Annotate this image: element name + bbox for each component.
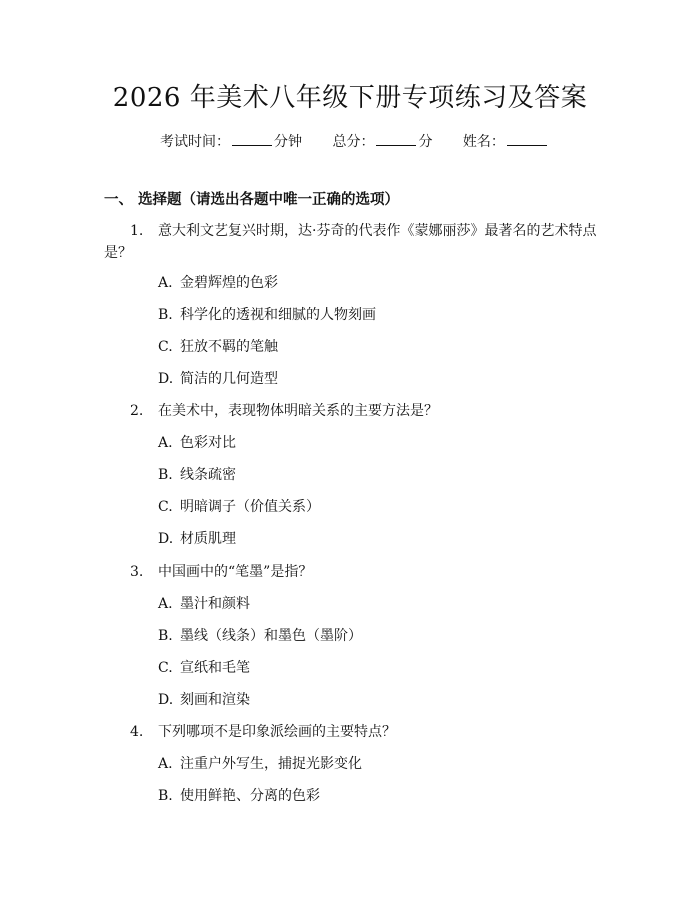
question-4 — [104, 721, 604, 743]
option-text: 狂放不羁的笔触 — [180, 339, 278, 355]
question-number: 2. — [130, 403, 144, 419]
question-text: 在美术中，表现物体明暗关系的主要方法是？ — [158, 403, 438, 419]
exam-time-blank[interactable] — [232, 131, 272, 146]
option-item[interactable] — [158, 337, 278, 357]
option-item[interactable] — [158, 594, 250, 614]
option-text: 墨线（线条）和墨色（墨阶） — [180, 628, 362, 644]
student-name-label: 姓名： — [462, 134, 505, 150]
option-text: 使用鲜艳、分离的色彩 — [180, 788, 320, 804]
exam-time-group — [160, 131, 302, 152]
option-letter: C. — [158, 499, 173, 515]
exam-time-label: 考试时间： — [160, 134, 230, 150]
option-text: 材质肌理 — [180, 531, 236, 547]
option-item[interactable] — [158, 754, 362, 774]
question-1 — [104, 220, 604, 264]
option-letter: A. — [158, 756, 173, 772]
option-letter: C. — [158, 660, 173, 676]
student-name-group — [463, 131, 549, 152]
option-letter: B. — [158, 307, 173, 323]
option-text: 墨汁和颜料 — [180, 596, 250, 612]
option-item[interactable] — [158, 690, 250, 710]
option-letter: C. — [158, 339, 173, 355]
option-letter: A. — [158, 435, 173, 451]
total-score-group — [332, 131, 432, 152]
total-score-unit: 分 — [418, 134, 433, 150]
exam-time-unit: 分钟 — [274, 134, 302, 150]
question-3 — [104, 561, 604, 583]
option-letter: D. — [158, 371, 174, 387]
question-number: 1. — [130, 223, 144, 239]
option-letter: D. — [158, 692, 174, 708]
option-item[interactable] — [158, 626, 362, 646]
option-letter: D. — [158, 531, 174, 547]
total-score-label: 总分： — [332, 134, 375, 150]
option-text: 金碧辉煌的色彩 — [180, 275, 278, 291]
option-text: 宣纸和毛笔 — [180, 660, 250, 676]
option-item[interactable] — [158, 273, 278, 293]
section-title: 选择题（请选出各题中唯一正确的选项） — [138, 192, 399, 208]
option-letter: B. — [158, 788, 173, 804]
option-text: 注重户外写生，捕捉光影变化 — [180, 756, 362, 772]
total-score-blank[interactable] — [376, 131, 416, 146]
question-text: 意大利文艺复兴时期，达·芬奇的代表作《蒙娜丽莎》最著名的艺术特点是？ — [104, 223, 597, 261]
option-text: 刻画和渲染 — [180, 692, 250, 708]
student-name-blank[interactable] — [507, 131, 547, 146]
option-text: 明暗调子（价值关系） — [180, 499, 320, 515]
section-heading — [104, 190, 399, 210]
option-item[interactable] — [158, 465, 236, 485]
question-2 — [104, 400, 604, 422]
option-item[interactable] — [158, 433, 236, 453]
option-text: 线条疏密 — [180, 467, 236, 483]
option-item[interactable] — [158, 497, 320, 517]
option-letter: A. — [158, 596, 173, 612]
section-number: 一、 — [104, 192, 133, 208]
question-number: 3. — [130, 564, 144, 580]
option-letter: B. — [158, 628, 173, 644]
question-text: 中国画中的“笔墨”是指？ — [158, 564, 313, 580]
page-title: 2026 年美术八年级下册专项练习及答案 — [112, 83, 588, 113]
option-letter: B. — [158, 467, 173, 483]
option-item[interactable] — [158, 529, 236, 549]
question-text: 下列哪项不是印象派绘画的主要特点？ — [158, 724, 396, 740]
exam-info-line — [160, 131, 549, 152]
option-letter: A. — [158, 275, 173, 291]
option-text: 科学化的透视和细腻的人物刻画 — [180, 307, 376, 323]
option-item[interactable] — [158, 369, 278, 389]
option-item[interactable] — [158, 658, 250, 678]
option-text: 简洁的几何造型 — [180, 371, 278, 387]
question-number: 4. — [130, 724, 144, 740]
option-item[interactable] — [158, 786, 320, 806]
option-item[interactable] — [158, 305, 376, 325]
option-text: 色彩对比 — [180, 435, 236, 451]
